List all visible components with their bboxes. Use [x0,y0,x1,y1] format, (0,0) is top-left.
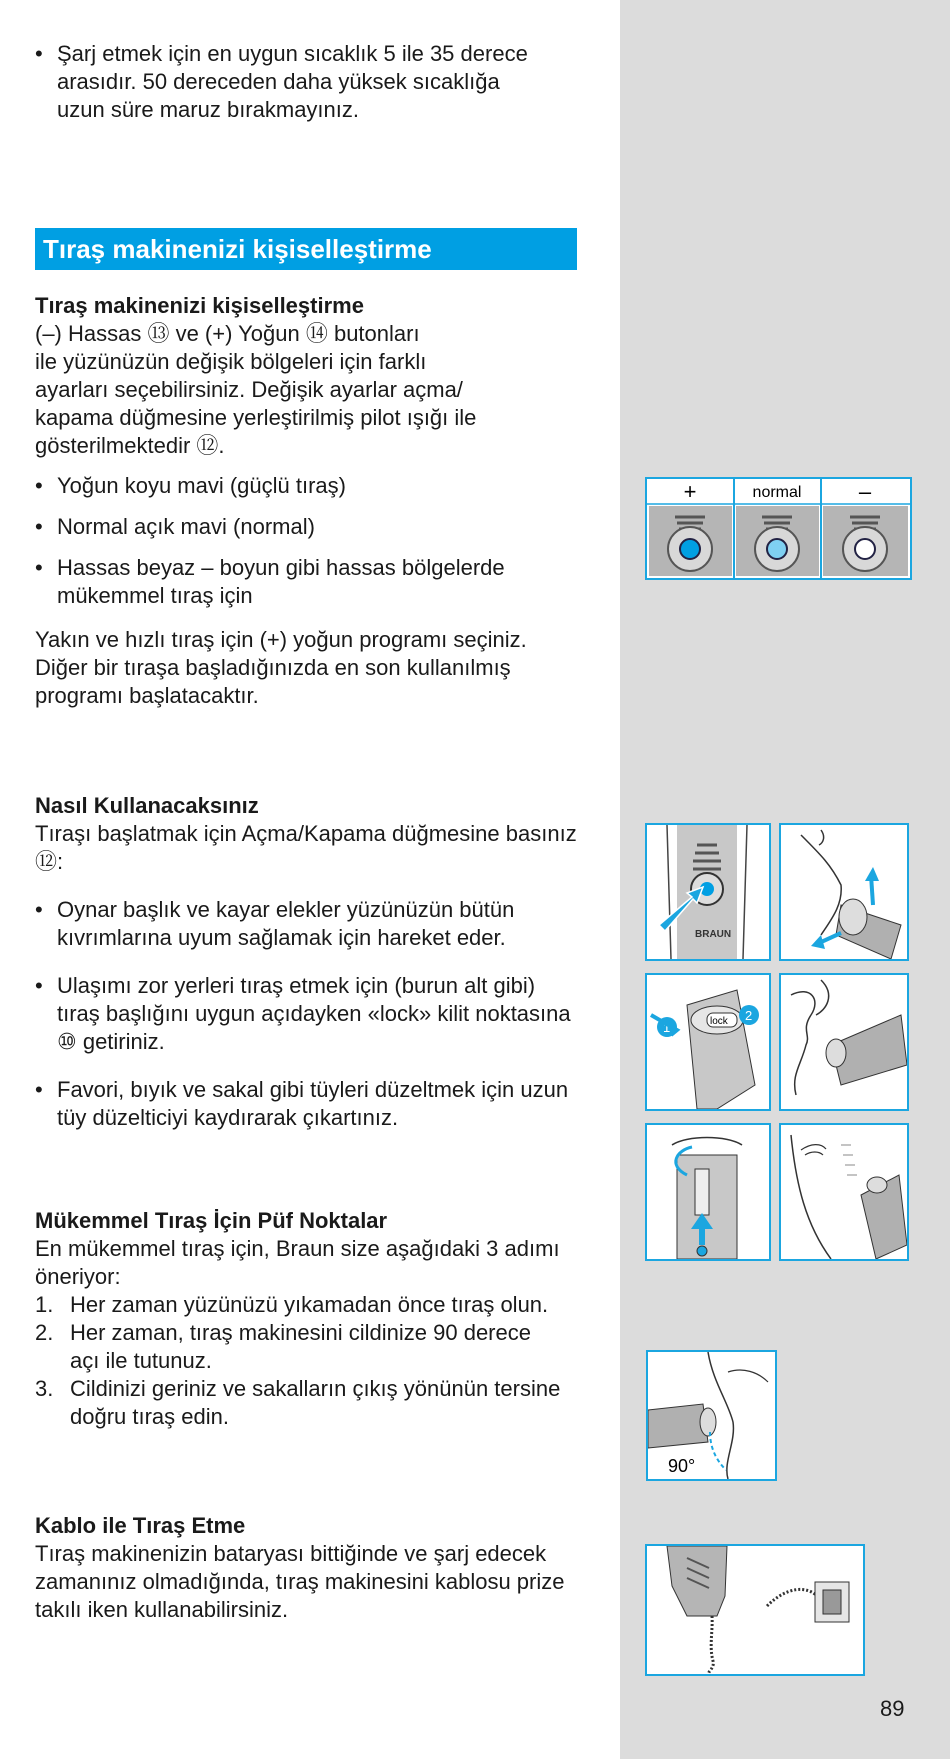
intro-text-block [35,40,545,124]
personalize-block [35,292,580,460]
personalize-line-1: (–) Hassas ⑬ ve (+) Yoğun ⑭ butonları [35,321,420,346]
trimmer-slide-figure [645,1123,771,1261]
bullet-normal: • Normal açık mavi (normal) [35,513,565,541]
sensitive-mode-icon [823,506,908,576]
tip-step-text: Her zaman yüzünüzü yıkamadan önce tıraş olun. [70,1292,549,1317]
mode-figure [645,477,912,580]
tip-step-1 [35,1291,565,1319]
brand-label: BRAUN [695,929,732,940]
usage-block [35,792,580,1132]
nose-area-figure [779,973,909,1111]
tip-step-number: 1. [35,1292,54,1317]
cable-text: Tıraş makinenizin bataryası bittiğinde ve şarj edecek zamanınız olmadığında, tıraş makinesini kablosu prize takılı iken kullanabilirsiniz. [35,1541,565,1622]
angle-label: 90° [668,1456,696,1476]
step-2-label: 2 [745,1008,753,1023]
arrow-up-icon [865,867,879,881]
cable-heading: Kablo ile Tıraş Etme [35,1513,246,1538]
bullet-strong: • Yoğun koyu mavi (güçlü tıraş) [35,472,565,500]
personalize-line-4: kapama düğmesine yerleştirilmiş pilot ışığı ile [35,405,477,430]
angle-arc-icon [710,1432,726,1470]
bullet-sensitive: • Hassas beyaz – boyun gibi hassas bölgelerde mükemmel tıraş için [35,554,565,610]
personalize-line-5: gösterilmektedir ⑫. [35,433,225,458]
tips-block [35,1207,565,1431]
closing-text-1: Yakın ve hızlı tıraş için (+) yoğun programı seçiniz. [35,627,527,652]
chin-shaving-figure [779,823,909,961]
mode-minus-label: – [858,479,872,504]
tip-step-3 [35,1375,565,1431]
normal-mode-icon [736,506,819,576]
personalize-heading: Tıraş makinenizi kişiselleştirme [35,293,364,318]
usage-heading: Nasıl Kullanacaksınız [35,793,259,818]
tip-step-text: Her zaman, tıraş makinesini cildinize 90 derece açı ile tutunuz. [70,1320,531,1373]
intro-bullet: • Şarj etmek için en uygun sıcaklık 5 ile 35 derece arasıdır. 50 dereceden daha yüksek sıcaklığa uzun süre maruz bırakmayınız. [35,40,545,124]
tip-step-number: 3. [35,1376,54,1401]
sideburn-figure [779,1123,909,1261]
personalize-closing [35,626,585,710]
tip-step-2 [35,1319,565,1375]
tips-intro: En mükemmel tıraş için, Braun size aşağıdaki 3 adımı öneriyor: [35,1236,560,1289]
personalize-line-3: ayarları seçebilirsiniz. Değişik ayarlar açma/ [35,377,463,402]
page-number: 89 [880,1696,905,1721]
arrow-left-icon [811,935,825,949]
strong-mode-icon [649,506,732,576]
lock-label: lock [710,1016,728,1027]
tip-step-number: 2. [35,1320,54,1345]
section-title-bar: Tıraş makinenizi kişiselleştirme [35,228,577,270]
cable-block [35,1512,580,1624]
cable-figure [645,1544,865,1676]
usage-intro: Tıraşı başlatmak için Açma/Kapama düğmesine basınız ⑫: [35,821,577,874]
mode-normal-label: normal [752,484,802,501]
mode-plus-label: + [683,479,697,504]
step-1-label: 1 [663,1020,671,1035]
usage-bullet-1: • Oynar başlık ve kayar elekler yüzünüzün bütün kıvrımlarına uyum sağlamak için hareket eder. [35,896,580,952]
lock-head-figure [645,973,771,1111]
personalize-line-2: ile yüzünüzün değişik bölgeleri için farklı [35,349,427,374]
personalize-bullets [35,472,565,610]
press-button-figure [645,823,771,961]
tip-step-text: Cildinizi geriniz ve sakalların çıkış yönünün tersine doğru tıraş edin. [70,1376,561,1429]
angle-90-figure [646,1350,777,1481]
usage-bullet-3: • Favori, bıyık ve sakal gibi tüyleri düzeltmek için uzun tüy düzelticiyi kaydırarak çıkartınız. [35,1076,580,1132]
tips-heading: Mükemmel Tıraş İçin Püf Noktalar [35,1208,388,1233]
usage-bullet-2: • Ulaşımı zor yerleri tıraş etmek için (burun alt gibi) tıraş başlığını uygun açıdayken «lock» kilit noktasına ⑩ getiriniz. [35,972,580,1056]
closing-text-2: Diğer bir tıraşa başladığınızda en son kullanılmış programı başlatacaktır. [35,655,511,708]
